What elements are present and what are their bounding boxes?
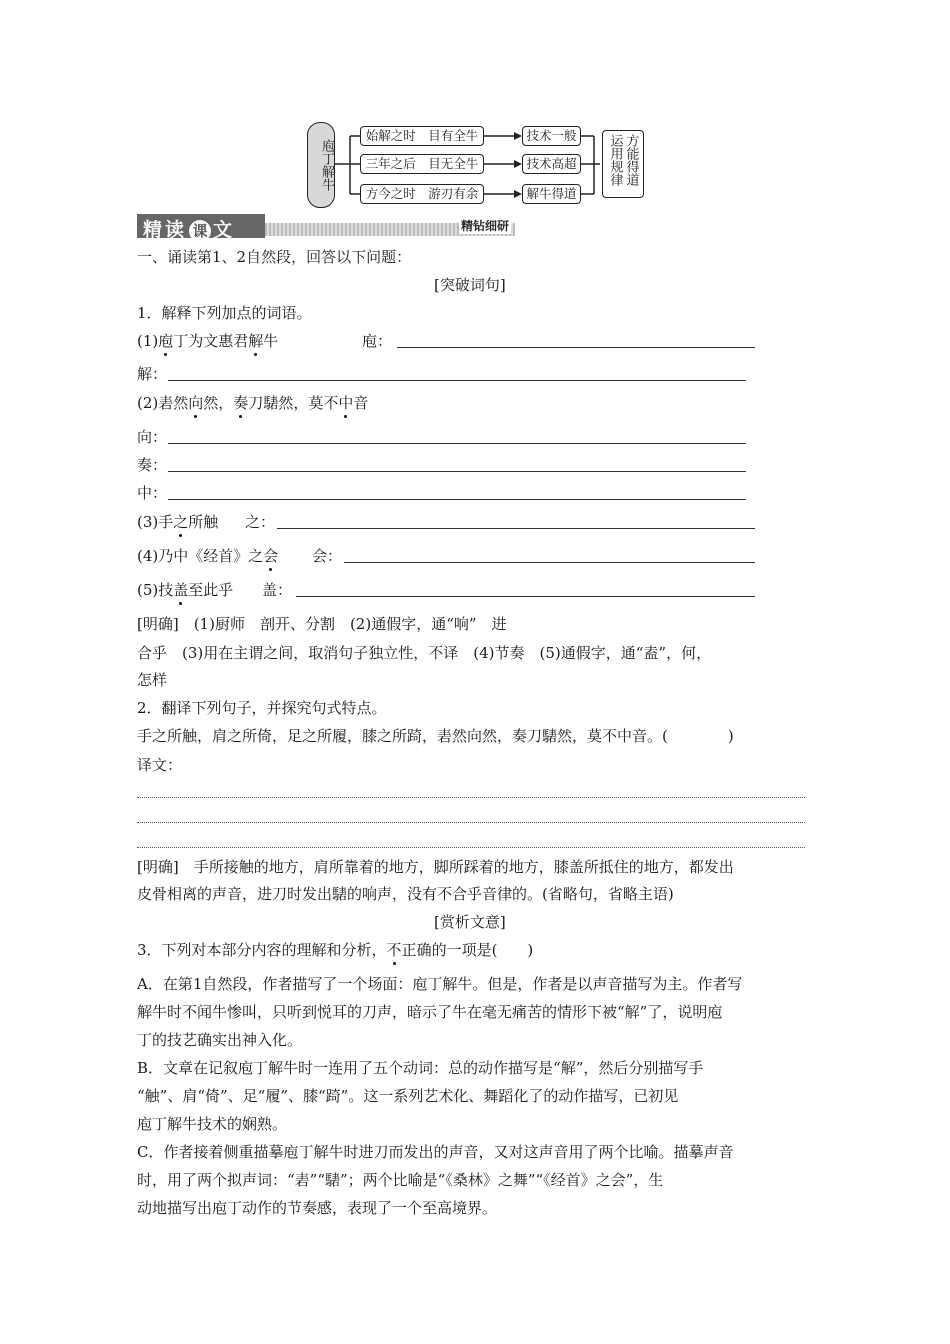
question-2: 2．翻译下列句子，并探究句式特点。 <box>137 699 387 717</box>
diagram-result-box <box>522 126 581 146</box>
item-text: 然， <box>203 394 234 412</box>
answer-label: 向： <box>137 428 168 446</box>
option-b-line: B．文章在记叙庖丁解牛时一连用了五个动词：总的动作描写是“解”，然后分别描写手 <box>137 1059 704 1077</box>
subhead-words: [突破词句] <box>434 276 506 294</box>
banner-title-b: 文 <box>213 219 236 241</box>
option-c-line: 时，用了两个拟声词：“砉”“騞”；两个比喻是“《桑林》之舞”“《经首》之会”，生 <box>137 1171 664 1189</box>
item-num: (3) <box>137 513 159 531</box>
answer-blank[interactable] <box>296 596 755 597</box>
diagram-conclusion-col <box>623 134 639 194</box>
banner-title <box>143 215 235 242</box>
answer-blank[interactable] <box>277 528 755 529</box>
item-text: 至此乎 <box>188 581 234 599</box>
dotted-char: 奏 <box>233 394 249 412</box>
diagram-result-box <box>522 184 581 204</box>
item-num: (5) <box>137 581 159 599</box>
translation-line[interactable] <box>137 797 805 798</box>
answer-blank[interactable] <box>168 471 746 472</box>
answer-label: 会： <box>312 547 343 565</box>
diagram-center-label <box>307 122 335 208</box>
banner-subtitle: 精钻细研 <box>460 219 509 233</box>
question-1: 1．解释下列加点的词语。 <box>137 304 312 322</box>
option-c-line: C．作者接着侧重描摹庖丁解牛时进刀而发出的声音，又对这声音用了两个比喻。描摹声音 <box>137 1143 734 1161</box>
question-3-text: 正确的一项是( ) <box>401 941 534 959</box>
answer-blank[interactable] <box>168 443 746 444</box>
dotted-char: 庖 <box>158 332 174 350</box>
answer-1-line: [明确] (1)厨师 剖开、分割 (2)通假字，通“响” 进 <box>137 615 507 633</box>
answer-blank[interactable] <box>168 499 746 500</box>
diagram-result-text: 技术一般 <box>526 128 577 143</box>
diagram-result-text: 技术高超 <box>526 156 577 171</box>
item-num: (4) <box>137 547 159 565</box>
translation-line[interactable] <box>137 847 805 848</box>
answer-label: 解： <box>137 365 168 383</box>
answer-label: 之： <box>245 513 276 531</box>
item-2-text <box>137 393 368 413</box>
diagram-stage-box <box>360 154 484 174</box>
diagram-stage-text: 方今之时 游刃有余 <box>365 186 479 201</box>
dotted-char: 中 <box>338 394 354 412</box>
answer-label: 中： <box>137 484 168 502</box>
dotted-char: 解 <box>248 332 264 350</box>
dotted-char: 不 <box>386 941 402 959</box>
item-text: 刀騞然，莫不 <box>248 394 339 412</box>
dotted-char: 向 <box>188 394 204 412</box>
section-banner <box>137 214 517 241</box>
answer-blank[interactable] <box>397 347 755 348</box>
item-text: 乃中《经首》之 <box>158 547 264 565</box>
answer-label: 庖： <box>362 332 393 350</box>
dotted-char: 会 <box>263 547 279 565</box>
item-text: 丁为文惠君 <box>173 332 249 350</box>
diagram-stage-box <box>360 184 484 204</box>
question-3-text: 3．下列对本部分内容的理解和分析， <box>137 941 387 959</box>
item-text: 所触 <box>188 513 219 531</box>
question-2-sentence: 手之所触，肩之所倚，足之所履，膝之所踦，砉然向然，奏刀騞然，莫不中音。( ) <box>137 727 734 745</box>
dotted-char: 盖 <box>173 581 189 599</box>
answer-label: 奏： <box>137 456 168 474</box>
subhead-analysis: [赏析文意] <box>434 913 506 931</box>
diagram-stage-box <box>360 126 484 146</box>
answer-blank[interactable] <box>168 380 746 381</box>
item-text: 音 <box>353 394 369 412</box>
diagram-conclusion-col <box>607 134 623 194</box>
answer-2-line: [明确] 手所接触的地方，肩所靠着的地方，脚所踩着的地方，膝盖所抵住的地方，都发出 <box>137 858 734 876</box>
item-3-text <box>137 512 218 532</box>
diagram-conclusion-text: 方能得道 <box>623 134 639 186</box>
item-num: (2) <box>137 394 159 412</box>
diagram-center-text: 庖丁解牛 <box>319 139 334 191</box>
answer-label: 盖： <box>262 581 293 599</box>
diagram-stage-text: 始解之时 目有全牛 <box>365 128 479 143</box>
diagram-result-text: 解牛得道 <box>526 186 577 201</box>
option-c-line: 动地描写出庖丁动作的节奏感，表现了一个至高境界。 <box>137 1199 498 1217</box>
section-intro: 一、诵读第1、2自然段，回答以下问题： <box>137 248 412 266</box>
item-text: 牛 <box>263 332 279 350</box>
diagram-stage-text: 三年之后 目无全牛 <box>365 156 479 171</box>
item-text: 技 <box>158 581 174 599</box>
option-a-line: 丁的技艺确实出神入化。 <box>137 1031 303 1049</box>
dotted-char: 之 <box>173 513 189 531</box>
answer-1-line: 怎样 <box>137 671 168 689</box>
structure-diagram <box>300 118 650 210</box>
option-b-line: 庖丁解牛技术的娴熟。 <box>137 1115 288 1133</box>
diagram-result-box <box>522 154 581 174</box>
answer-1-line: 合乎 (3)用在主谓之间，取消句子独立性，不译 (4)节奏 (5)通假字，通“盍”，何， <box>137 644 712 662</box>
banner-title-a: 精读 <box>143 219 188 241</box>
translation-line[interactable] <box>137 822 805 823</box>
item-4-text <box>137 546 278 566</box>
item-num: (1) <box>137 332 159 350</box>
answer-2-line: 皮骨相离的声音，进刀时发出騞的响声，没有不合乎音律的。(省略句，省略主语) <box>137 885 674 903</box>
question-3 <box>137 940 533 960</box>
translation-label: 译文： <box>137 756 183 774</box>
item-text: 砉然 <box>158 394 189 412</box>
answer-blank[interactable] <box>344 562 755 563</box>
option-a-line: 解牛时不闻牛惨叫，只听到悦耳的刀声，暗示了牛在毫无痛苦的情形下被“解”了，说明庖 <box>137 1003 723 1021</box>
item-text: 手 <box>158 513 174 531</box>
diagram-conclusion-text: 运用规律 <box>607 134 623 186</box>
item-5-text <box>137 580 233 600</box>
option-a-line: A．在第1自然段，作者描写了一个场面：庖丁解牛。但是，作者是以声音描写为主。作者写 <box>137 975 743 993</box>
item-1-text <box>137 331 278 351</box>
diagram-conclusion-box <box>602 130 644 198</box>
banner-title-circle: 课 <box>189 220 211 242</box>
option-b-line: “触”、肩“倚”、足“履”、膝“踦”。这一系列艺术化、舞蹈化了的动作描写，已初见 <box>137 1087 679 1105</box>
